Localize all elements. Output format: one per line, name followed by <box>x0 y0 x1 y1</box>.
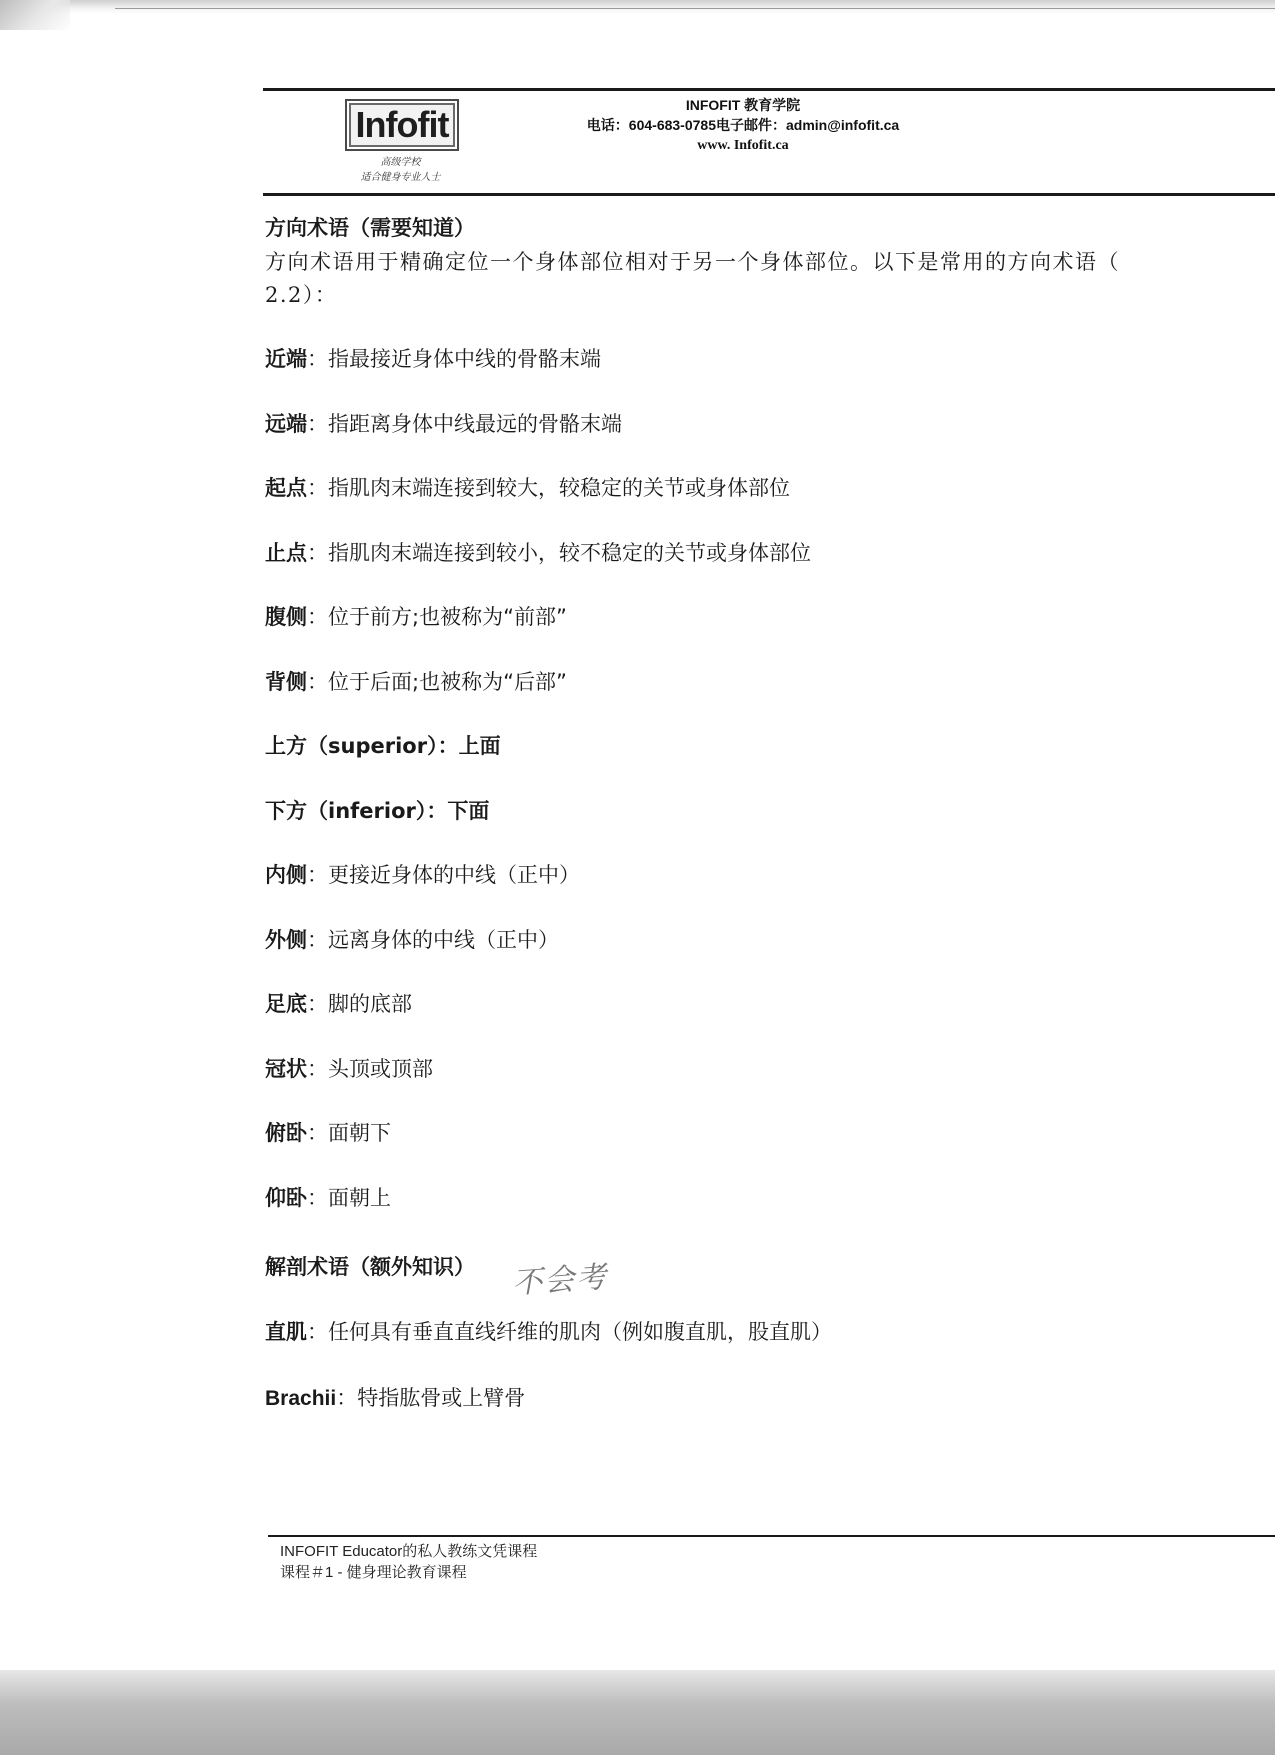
term-row <box>265 1054 1265 1084</box>
term-row <box>265 538 1265 568</box>
term-description: 指最接近身体中线的骨骼末端 <box>328 347 601 371</box>
anatomy-title <box>265 1252 1265 1282</box>
term-separator: ： <box>307 347 328 371</box>
section-title: 方向术语（需要知道） <box>265 216 475 240</box>
term-row <box>265 731 1265 761</box>
footer-line-2: 课程＃1 - 健身理论教育课程 <box>280 1564 467 1581</box>
term-row <box>265 667 1265 697</box>
scan-corner <box>0 0 70 30</box>
header-website: www. Infofit.ca <box>697 138 789 153</box>
term-label: 近端 <box>265 347 307 371</box>
anatomy-title-text: 解剖术语（额外知识） <box>265 1255 475 1279</box>
term-separator: ： <box>307 863 328 887</box>
term-description: 上面 <box>458 734 501 758</box>
intro-line-1: 方向术语用于精确定位一个身体部位相对于另一个身体部位。以下是常用的方向术语（ <box>265 250 1120 274</box>
term-description: 任何具有垂直直线纤维的肌肉（例如腹直肌，股直肌） <box>328 1320 832 1344</box>
term-separator: ： <box>307 928 328 952</box>
term-row <box>265 344 1265 374</box>
logo-subtitle-line2: 适合健身专业人士 <box>360 172 441 183</box>
term-description: 头顶或顶部 <box>328 1057 433 1081</box>
term-row <box>265 1118 1265 1148</box>
term-description: 面朝上 <box>328 1186 391 1210</box>
intro-paragraph <box>265 246 1265 312</box>
term-separator: ： <box>307 1057 328 1081</box>
scan-bottom-edge <box>0 1670 1275 1755</box>
term-description: 指肌肉末端连接到较大，较稳定的关节或身体部位 <box>328 476 790 500</box>
header-contact: 电话：604-683-0785电子邮件：admin@infofit.ca <box>586 117 900 133</box>
term-description: 位于后面;也被称为“后部” <box>328 670 567 694</box>
term-description: 指距离身体中线最远的骨骼末端 <box>328 412 622 436</box>
term-description: 脚的底部 <box>328 992 412 1016</box>
term-row <box>265 1183 1265 1213</box>
term-label: 冠状 <box>265 1057 307 1081</box>
term-separator: ： <box>426 799 448 823</box>
infofit-logo <box>345 99 459 151</box>
term-label: 外侧 <box>265 928 307 952</box>
term-row <box>265 925 1265 955</box>
logo-subtitle-line1: 高级学校 <box>380 157 421 168</box>
term-separator: ： <box>307 670 328 694</box>
scan-top-edge <box>0 0 1275 14</box>
term-description: 特指肱骨或上臂骨 <box>357 1386 526 1410</box>
main-content <box>265 212 1265 312</box>
header-info <box>563 95 923 156</box>
intro-line-2: 2.2）： <box>265 283 338 307</box>
term-label: 仰卧 <box>265 1186 307 1210</box>
term-label: 足底 <box>265 992 307 1016</box>
term-row <box>265 989 1265 1019</box>
term-label: 腹侧 <box>265 605 307 629</box>
term-row <box>265 796 1265 826</box>
term-label: Brachii <box>265 1387 337 1410</box>
term-label: 俯卧 <box>265 1121 307 1145</box>
term-separator: ： <box>307 605 328 629</box>
term-separator: ： <box>336 1386 358 1410</box>
document-header <box>263 88 1275 196</box>
term-row <box>265 1383 1265 1414</box>
term-description: 更接近身体的中线（正中） <box>328 863 580 887</box>
term-row <box>265 409 1265 439</box>
term-label: 起点 <box>265 476 307 500</box>
term-separator: ： <box>307 1186 328 1210</box>
term-row <box>265 473 1265 503</box>
term-separator: ： <box>437 734 459 758</box>
term-separator: ： <box>307 476 328 500</box>
footer-divider <box>268 1535 1275 1537</box>
term-separator: ： <box>307 1121 328 1145</box>
scan-edge-line <box>115 8 1275 9</box>
term-label: 远端 <box>265 412 307 436</box>
header-title: INFOFIT 教育学院 <box>685 97 801 113</box>
term-description: 远离身体的中线（正中） <box>328 928 559 952</box>
term-separator: ： <box>307 412 328 436</box>
term-label: 止点 <box>265 541 307 565</box>
term-label: 下方（inferior） <box>265 799 427 823</box>
term-label: 上方（superior） <box>265 734 438 758</box>
term-description: 面朝下 <box>328 1121 391 1145</box>
term-description: 位于前方;也被称为“前部” <box>328 605 567 629</box>
term-separator: ： <box>307 992 328 1016</box>
term-row <box>265 602 1265 632</box>
term-row <box>265 1317 1265 1347</box>
term-description: 指肌肉末端连接到较小，较不稳定的关节或身体部位 <box>328 541 811 565</box>
term-label: 背侧 <box>265 670 307 694</box>
logo-text: Infofit <box>355 104 449 145</box>
logo-subtitle <box>333 155 468 185</box>
term-label: 内侧 <box>265 863 307 887</box>
term-description: 下面 <box>447 799 490 823</box>
term-label: 直肌 <box>265 1320 307 1344</box>
term-separator: ： <box>307 541 328 565</box>
term-row <box>265 860 1265 890</box>
document-footer <box>280 1541 537 1583</box>
footer-line-1: INFOFIT Educator的私人教练文凭课程 <box>280 1543 538 1560</box>
handwritten-note: 不会考 <box>511 1259 610 1302</box>
term-separator: ： <box>307 1320 328 1344</box>
